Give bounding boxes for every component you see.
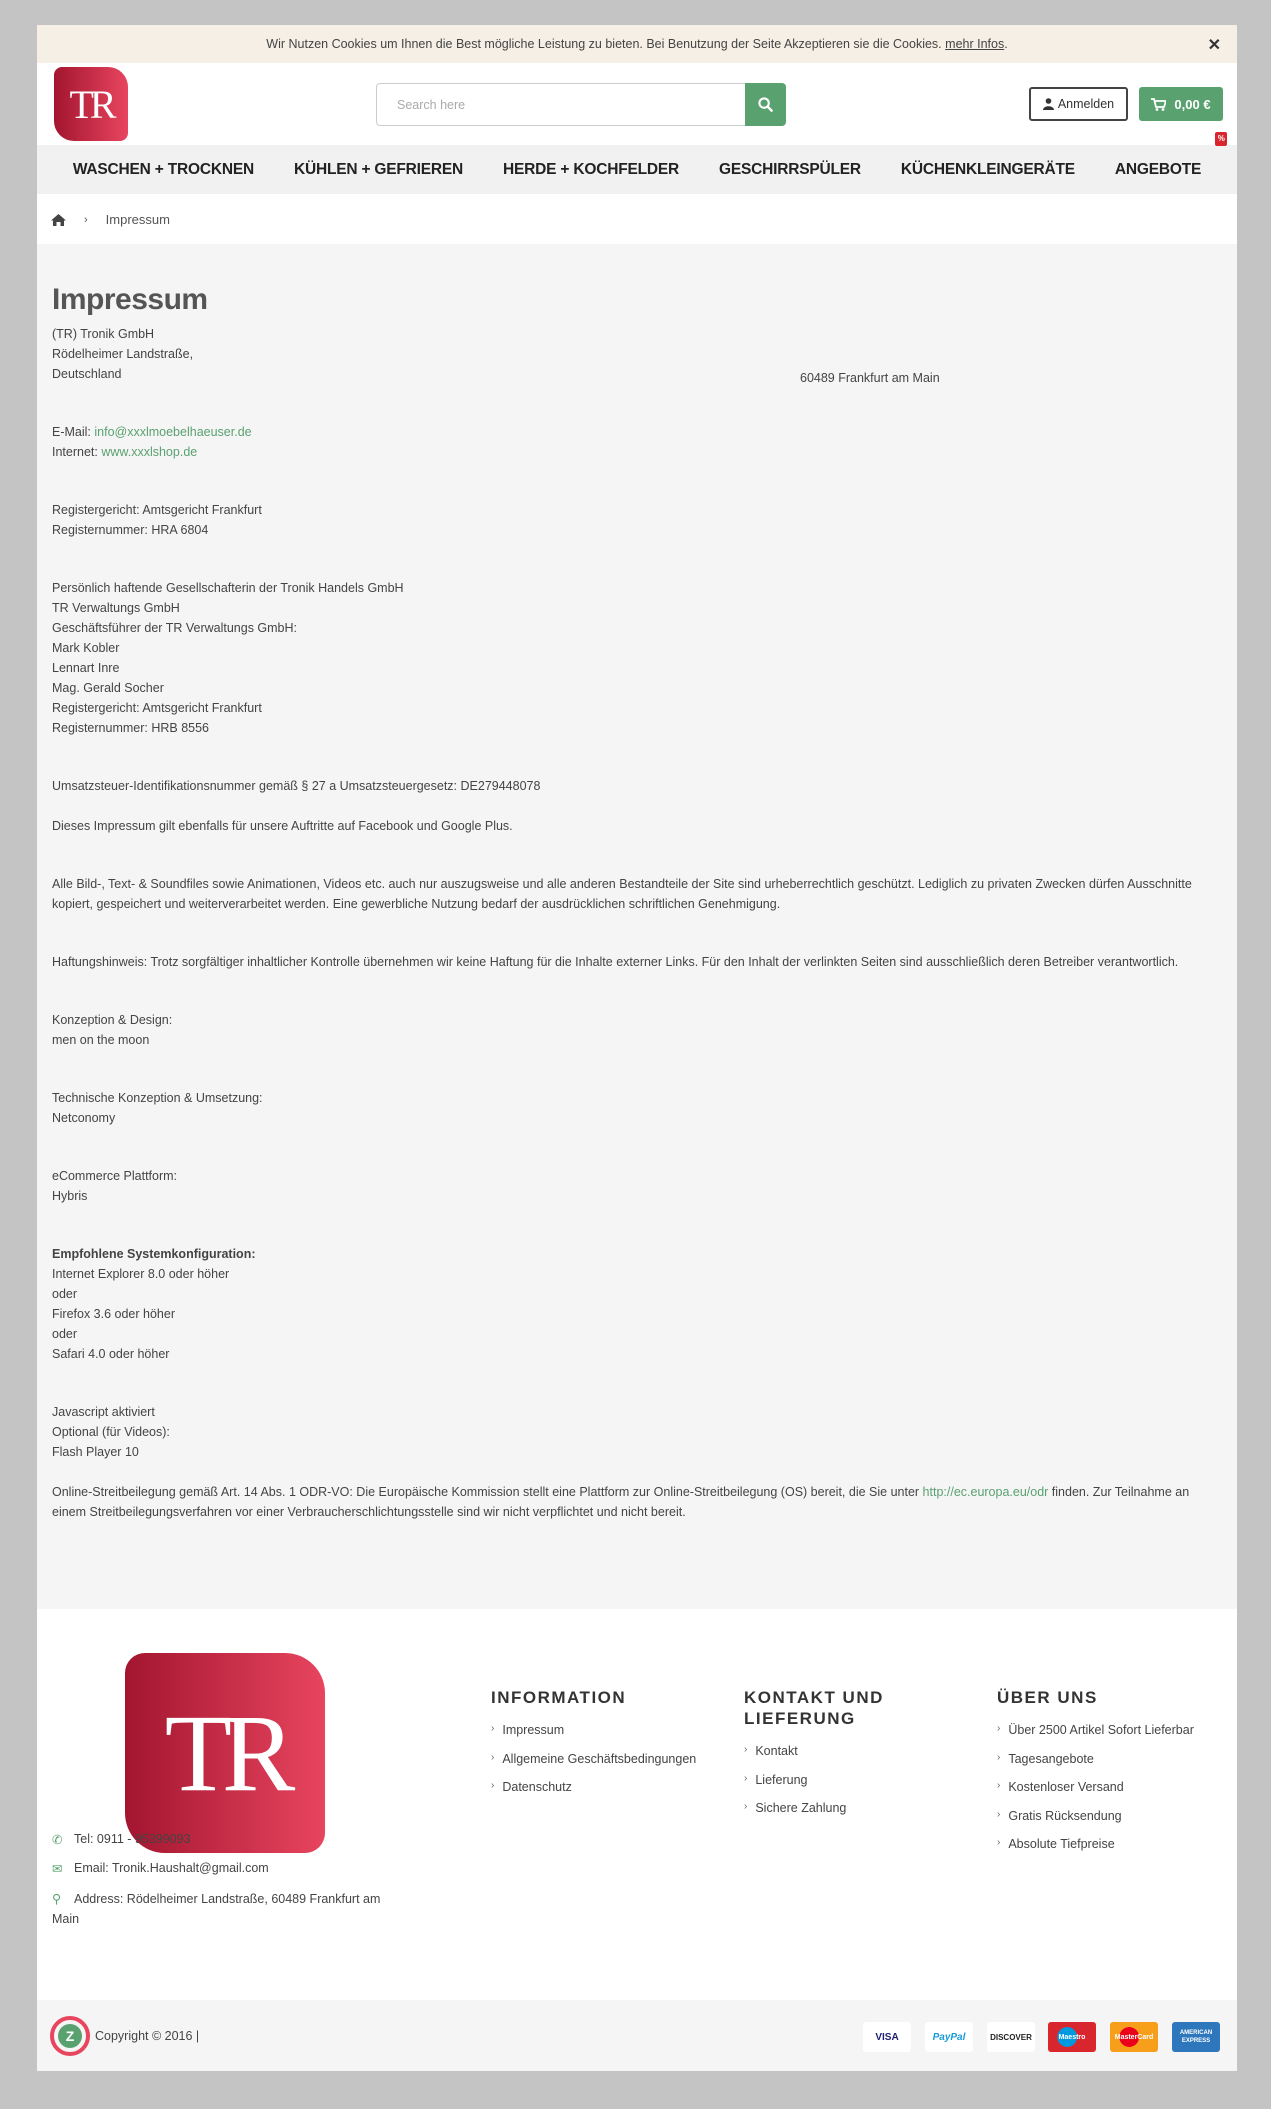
nav-item-kuehlen[interactable]: KÜHLEN + GEFRIEREN [293, 160, 464, 178]
z-logo-letter: Z [58, 2024, 82, 2048]
visa-icon: VISA [863, 2022, 911, 2052]
footer [37, 1609, 1237, 2000]
envelope-icon: ✉ [52, 1862, 63, 1876]
z-logo[interactable] [50, 2016, 90, 2056]
internet-link[interactable]: www.xxxlshop.de [101, 445, 198, 459]
footer-col-information [491, 1687, 696, 1809]
footer-link[interactable] [744, 1801, 884, 1830]
partner-line: Persönlich haftende Gesellschafterin der Tronik Handels GmbH [52, 581, 404, 595]
login-button[interactable] [1029, 87, 1128, 121]
sys-label: Empfohlene Systemkonfiguration: [52, 1247, 256, 1261]
amex-icon: AMERICAN EXPRESS [1172, 2022, 1220, 2052]
internet-line [52, 442, 1222, 462]
odr-link[interactable]: http://ec.europa.eu/odr [922, 1485, 1049, 1499]
chevron-right-icon: › [491, 1780, 495, 1791]
phone-icon: ✆ [52, 1833, 63, 1847]
footer-link-label: Allgemeine Geschäftsbedingungen [502, 1751, 697, 1766]
vat-id: Umsatzsteuer-Identifikationsnummer gemäß § 27 a Umsatzsteuergesetz: DE279448078 [52, 779, 541, 793]
sale-badge: % [1215, 132, 1227, 146]
footer-link[interactable] [491, 1723, 696, 1752]
footer-col-title: ÜBER UNS [997, 1688, 1098, 1707]
chevron-right-icon: › [491, 1751, 495, 1763]
nav-item-kuechenkleingeraete[interactable]: KÜCHENKLEINGERÄTE [900, 160, 1075, 178]
nav-item-angebote[interactable] [1095, 134, 1225, 179]
footer-col-ueber-uns [997, 1687, 1194, 1866]
social-note: Dieses Impressum gilt ebenfalls für unsere Auftritte auf Facebook und Google Plus. [52, 819, 513, 833]
cookie-more-link[interactable]: mehr Infos [945, 37, 1005, 51]
login-label: Anmelden [1057, 97, 1115, 111]
footer-link[interactable] [997, 1752, 1194, 1781]
footer-link[interactable] [997, 1723, 1194, 1752]
search-button[interactable] [745, 83, 786, 126]
email-link[interactable]: info@xxxlmoebelhaeuser.de [94, 425, 252, 439]
footer-link-label: Gratis Rücksendung [1008, 1808, 1122, 1823]
user-icon [1043, 98, 1054, 110]
register-number: Registernummer: HRA 6804 [52, 523, 209, 537]
footer-logo-text: TR [164, 1691, 286, 1814]
chevron-right-icon: › [997, 1808, 1001, 1820]
copyright-note: Alle Bild-, Text- & Soundfiles sowie Animationen, Videos etc. auch nur auszugsweise und alle anderen Bestandteile der Site sind urheberrechtlich geschützt. Lediglich zu privaten Zwecken dürfen Ausschnitte kopiert, gespeichert und weiterverarbeitet werden. Eine gewerbliche Nutzung bedarf der ausdrücklichen schriftlichen Genehmigung. [52, 877, 1192, 911]
footer-address-line2: Main [52, 1912, 80, 1926]
nav-item-angebote-label: ANGEBOTE [1114, 160, 1202, 178]
partner-line: Registergericht: Amtsgericht Frankfurt [52, 701, 262, 715]
tech-label: Technische Konzeption & Umsetzung: [52, 1091, 263, 1105]
footer-link-label: Kostenloser Versand [1008, 1780, 1124, 1794]
cart-icon [1151, 98, 1166, 111]
footer-link[interactable] [997, 1780, 1194, 1809]
main-content [37, 244, 1237, 1609]
partner-line: Mag. Gerald Socher [52, 681, 164, 695]
odr-note [52, 1482, 1222, 1522]
footer-link[interactable] [997, 1809, 1194, 1838]
company-country: Deutschland [52, 367, 122, 381]
chevron-right-icon: › [744, 1801, 748, 1812]
internet-label: Internet: [52, 445, 102, 459]
footer-col-title-line1: KONTAKT UND [744, 1688, 884, 1707]
page [37, 25, 1237, 2071]
map-marker-icon: ⚲ [52, 1892, 62, 1906]
footer-link[interactable] [744, 1744, 884, 1773]
search-icon [758, 97, 773, 112]
footer-link-label: Absolute Tiefpreise [1008, 1837, 1115, 1851]
cookie-text: Wir Nutzen Cookies um Ihnen die Best mögliche Leistung zu bieten. Bei Benutzung der Seite Akzeptieren sie die Cookies. [266, 37, 942, 51]
breadcrumb [37, 194, 1237, 245]
main-nav [37, 134, 1237, 194]
page-title: Impressum [52, 283, 208, 316]
maestro-icon: Maestro [1048, 2022, 1096, 2052]
chevron-right-icon: › [997, 1751, 1001, 1763]
company-city: 60489 Frankfurt am Main [800, 371, 940, 385]
footer-col-kontakt [744, 1687, 884, 1830]
chevron-right-icon: › [997, 1723, 1001, 1734]
platform-value: Hybris [52, 1189, 88, 1203]
partner-line: TR Verwaltungs GmbH [52, 601, 180, 615]
discover-icon: DISCOVER [987, 2022, 1035, 2052]
chevron-right-icon: › [744, 1772, 748, 1784]
copyright: Copyright © 2016 | [95, 2029, 200, 2043]
footer-link[interactable] [997, 1837, 1194, 1866]
footer-link-label: Sichere Zahlung [755, 1801, 847, 1815]
footer-email [52, 1861, 269, 1876]
partner-line: Registernummer: HRB 8556 [52, 721, 210, 735]
partner-line: Mark Kobler [52, 641, 120, 655]
footer-link-label: Über 2500 Artikel Sofort Lieferbar [1008, 1723, 1194, 1737]
sys-line: oder [52, 1287, 78, 1301]
partner-line: Geschäftsführer der TR Verwaltungs GmbH: [52, 621, 298, 635]
chevron-right-icon: › [84, 213, 88, 226]
chevron-right-icon: › [744, 1744, 748, 1755]
nav-item-herde[interactable]: HERDE + KOCHFELDER [503, 160, 680, 178]
header [37, 63, 1237, 145]
tech-value: Netconomy [52, 1111, 116, 1125]
partner-line: Lennart Inre [52, 661, 120, 675]
odr-after: finden. Zur Teilnahme an einem Streitbeilegungsverfahren vor einer Verbraucherschlichtungsstelle sind wir nicht verpflichtet und nicht bereit. [52, 1485, 1190, 1519]
company-name: (TR) Tronik GmbH [52, 327, 155, 341]
nav-item-geschirrspueler[interactable]: GESCHIRRSPÜLER [719, 160, 861, 178]
footer-tel [52, 1832, 191, 1847]
cookie-banner [37, 25, 1237, 63]
mastercard-icon: MasterCard [1110, 2022, 1158, 2052]
close-icon[interactable]: ✕ [1207, 37, 1221, 54]
footer-col-title-line2: LIEFERUNG [744, 1709, 856, 1728]
footer-link-label: Tagesangebote [1008, 1751, 1094, 1766]
js-line: Javascript aktiviert [52, 1405, 155, 1419]
footer-link-label: Lieferung [755, 1772, 808, 1787]
sys-line: Safari 4.0 oder höher [52, 1347, 170, 1361]
bottom-bar [37, 2000, 1237, 2071]
chevron-right-icon: › [491, 1723, 495, 1734]
site-logo[interactable] [54, 67, 128, 141]
breadcrumb-current: Impressum [105, 212, 170, 227]
footer-tel-text: Tel: 0911 - 95399093 [74, 1832, 191, 1846]
nav-item-waschen[interactable]: WASCHEN + TROCKNEN [72, 160, 254, 178]
chevron-right-icon: › [997, 1837, 1001, 1848]
footer-link-label: Impressum [502, 1723, 565, 1737]
cookie-dot: . [1004, 37, 1008, 51]
cart-button[interactable] [1139, 87, 1223, 121]
sys-line: oder [52, 1327, 78, 1341]
js-line: Optional (für Videos): [52, 1425, 170, 1439]
logo-text: TR [69, 81, 113, 127]
footer-col-title: INFORMATION [491, 1688, 627, 1707]
sys-line: Internet Explorer 8.0 oder höher [52, 1267, 230, 1281]
liability-note: Haftungshinweis: Trotz sorgfältiger inhaltlicher Kontrolle übernehmen wir keine Haftung für die Inhalte externer Links. Für den Inhalt der verlinkten Seiten sind ausschließlich deren Betreiber verantwortlich. [52, 955, 1179, 969]
footer-address [52, 1889, 380, 1929]
register-court: Registergericht: Amtsgericht Frankfurt [52, 503, 262, 517]
odr-before: Online-Streitbeilegung gemäß Art. 14 Abs. 1 ODR-VO: Die Europäische Kommission stellt eine Plattform zur Online-Streitbeilegung (OS) bereit, die Sie unter [52, 1485, 923, 1499]
footer-link-label: Datenschutz [502, 1780, 572, 1794]
js-line: Flash Player 10 [52, 1445, 139, 1459]
paypal-icon: PayPal [925, 2022, 973, 2052]
design-label: Konzeption & Design: [52, 1013, 173, 1027]
footer-logo[interactable] [125, 1653, 325, 1853]
email-label: E-Mail: [52, 425, 95, 439]
footer-link[interactable] [491, 1780, 696, 1809]
cart-total: 0,00 € [1174, 96, 1211, 112]
design-value: men on the moon [52, 1033, 150, 1047]
footer-link-label: Kontakt [755, 1744, 798, 1758]
footer-link[interactable] [744, 1773, 884, 1802]
footer-col-title [744, 1687, 884, 1729]
home-icon[interactable] [51, 214, 66, 226]
footer-email-text: Email: Tronik.Haushalt@gmail.com [74, 1861, 269, 1875]
company-street: Rödelheimer Landstraße, [52, 347, 194, 361]
sys-line: Firefox 3.6 oder höher [52, 1307, 175, 1321]
email-line [52, 422, 1222, 442]
footer-address-line1: Address: Rödelheimer Landstraße, 60489 Frankfurt am [74, 1892, 381, 1906]
chevron-right-icon: › [997, 1780, 1001, 1791]
search-input[interactable]: Search here [376, 83, 746, 126]
platform-label: eCommerce Plattform: [52, 1169, 178, 1183]
footer-link[interactable] [491, 1752, 696, 1781]
